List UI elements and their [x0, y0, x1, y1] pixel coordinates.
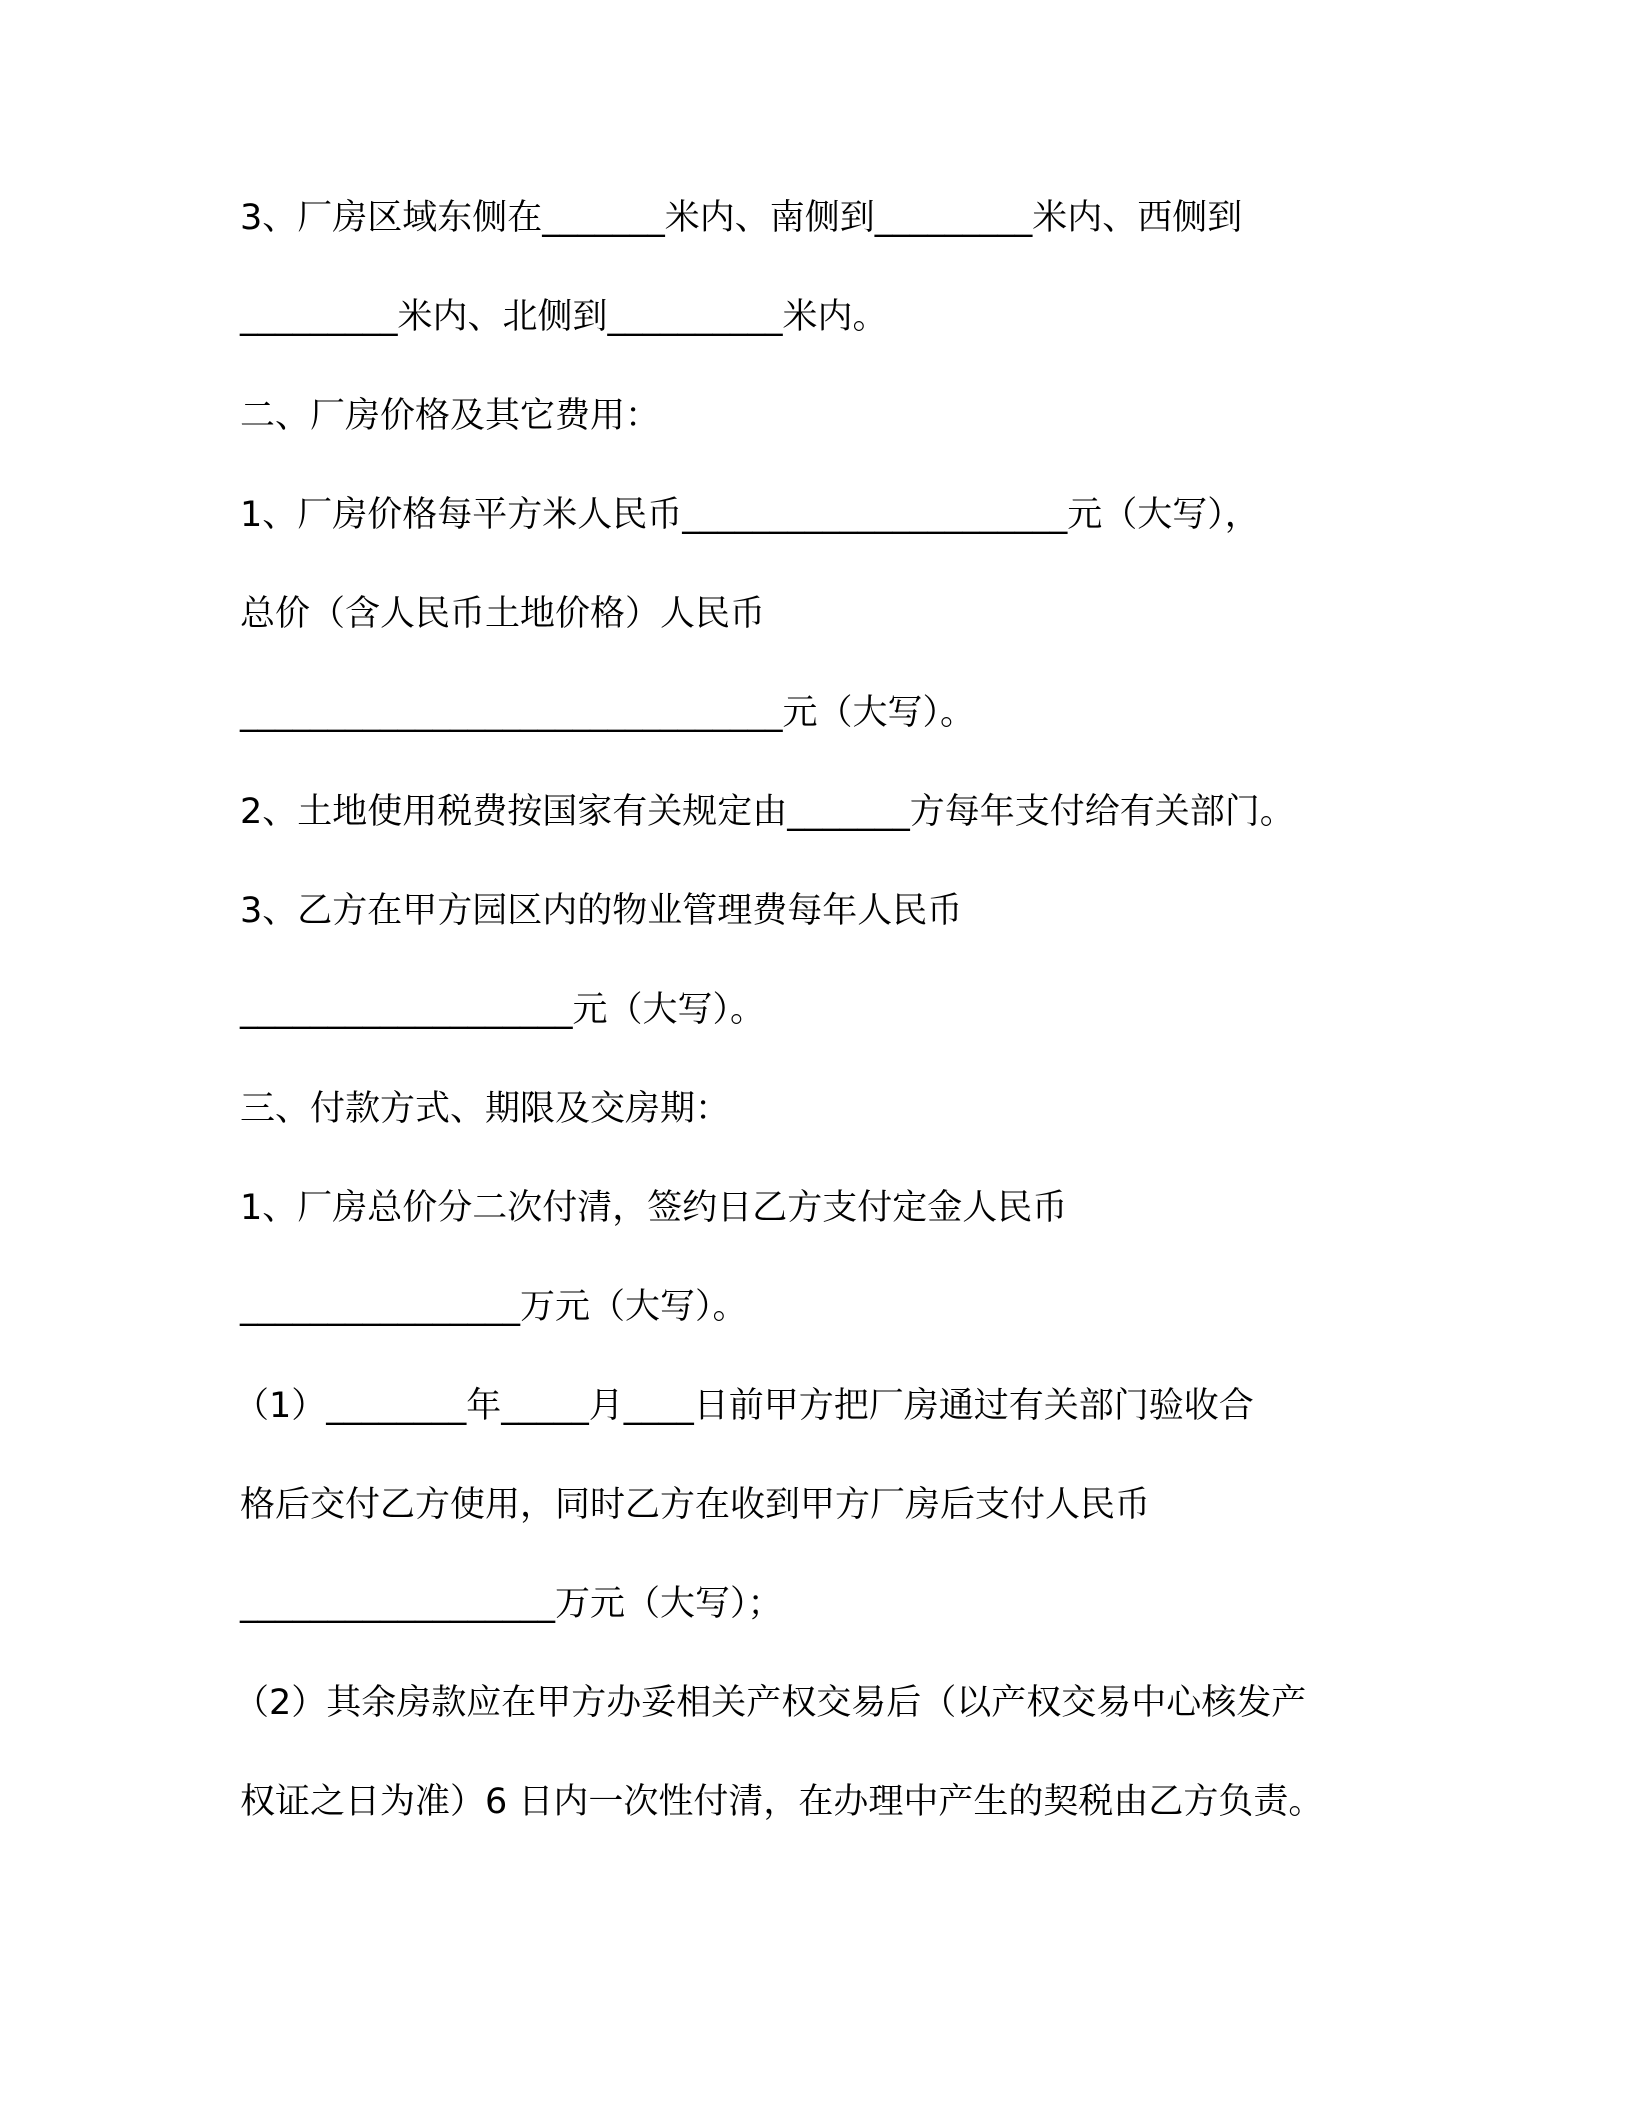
- text-line: 2、土地使用税费按国家有关规定由_______方每年支付给有关部门。: [240, 792, 1295, 832]
- text-line: （1）________年_____月____日前甲方把厂房通过有关部门验收合: [234, 1386, 1254, 1426]
- text-line: 权证之日为准）6 日内一次性付清，在办理中产生的契税由乙方负责。: [240, 1782, 1324, 1822]
- text-line: _________米内、北侧到__________米内。: [240, 297, 888, 337]
- text-line: 1、厂房总价分二次付清，签约日乙方支付定金人民币: [240, 1188, 1068, 1228]
- text-line: 总价（含人民币土地价格）人民币: [240, 594, 766, 634]
- text-line: （2）其余房款应在甲方办妥相关产权交易后（以产权交易中心核发产: [234, 1683, 1307, 1723]
- text-line: __________________万元（大写）；: [240, 1584, 783, 1624]
- text-line: 3、乙方在甲方园区内的物业管理费每年人民币: [240, 891, 963, 931]
- text-line: 格后交付乙方使用，同时乙方在收到甲方厂房后支付人民币: [240, 1485, 1151, 1525]
- text-line: 3、厂房区域东侧在_______米内、南侧到_________米内、西侧到: [240, 198, 1243, 238]
- section-heading: 三、付款方式、期限及交房期：: [240, 1089, 731, 1129]
- text-line: ________________万元（大写）。: [240, 1287, 748, 1327]
- text-line: 1、厂房价格每平方米人民币______________________元（大写），: [240, 495, 1260, 535]
- section-heading: 二、厂房价格及其它费用：: [240, 396, 661, 436]
- text-line: _______________________________元（大写）。: [240, 693, 976, 733]
- text-line: ___________________元（大写）。: [240, 990, 766, 1030]
